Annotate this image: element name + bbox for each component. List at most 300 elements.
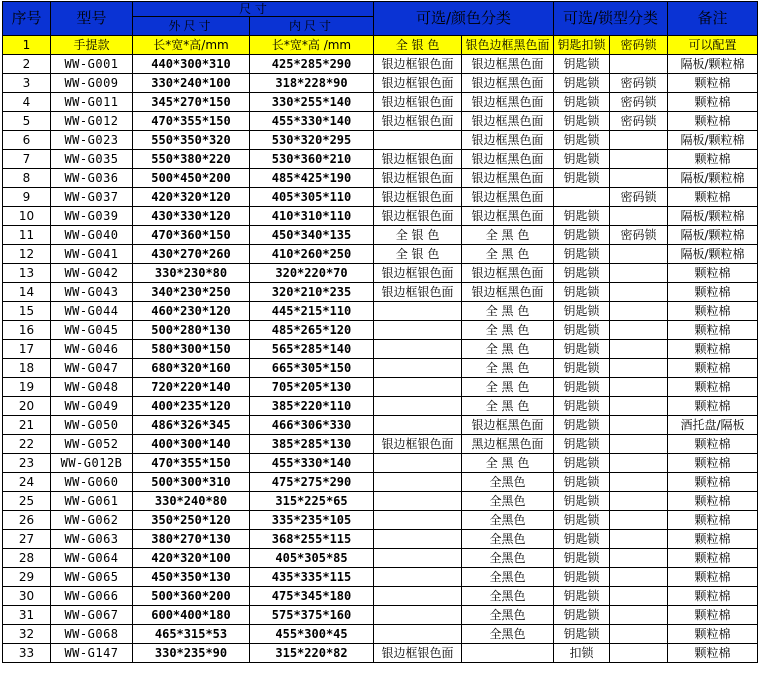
cell-lock-option-1: 钥匙锁 <box>554 131 610 150</box>
cell-color-option-1 <box>374 587 462 606</box>
cell-model: WW-G060 <box>51 473 133 492</box>
cell-model: WW-G009 <box>51 74 133 93</box>
cell-note: 颗粒棉 <box>668 492 758 511</box>
table-row <box>3 568 758 587</box>
cell-note: 颗粒棉 <box>668 321 758 340</box>
cell-color-option-2: 全黑色 <box>462 511 554 530</box>
cell-inner-size: 705*205*130 <box>250 378 374 397</box>
cell-outer-size: 430*270*260 <box>133 245 250 264</box>
cell-seq: 15 <box>3 302 51 321</box>
cell-color-option-1: 银边框银色面 <box>374 644 462 663</box>
cell-seq: 23 <box>3 454 51 473</box>
cell-model: WW-G001 <box>51 55 133 74</box>
cell-color-option-2: 银边框黑色面 <box>462 150 554 169</box>
cell-color-option-1: 银边框银色面 <box>374 55 462 74</box>
cell-lock-option-1: 钥匙锁 <box>554 587 610 606</box>
cell-outer-size: 470*355*150 <box>133 112 250 131</box>
table-row <box>3 473 758 492</box>
cell-color-option-2: 银边框黑色面 <box>462 112 554 131</box>
table-row <box>3 625 758 644</box>
cell-model: WW-G035 <box>51 150 133 169</box>
cell-color-option-2: 全 黑 色 <box>462 245 554 264</box>
cell-note: 颗粒棉 <box>668 644 758 663</box>
cell-lock-option-2 <box>610 169 668 188</box>
cell-outer-size: 420*320*120 <box>133 188 250 207</box>
cell-lock-option-2 <box>610 55 668 74</box>
cell-note: 颗粒棉 <box>668 397 758 416</box>
cell-color-option-1: 银边框银色面 <box>374 283 462 302</box>
cell-lock-option-1: 钥匙锁 <box>554 264 610 283</box>
cell-lock-option-2 <box>610 530 668 549</box>
cell-note: 颗粒棉 <box>668 112 758 131</box>
highlight-color2: 银色边框黑色面 <box>462 36 554 55</box>
cell-lock-option-1: 钥匙锁 <box>554 378 610 397</box>
cell-outer-size: 380*270*130 <box>133 530 250 549</box>
cell-inner-size: 385*220*110 <box>250 397 374 416</box>
cell-model: WW-G049 <box>51 397 133 416</box>
cell-outer-size: 400*235*120 <box>133 397 250 416</box>
cell-outer-size: 420*320*100 <box>133 549 250 568</box>
cell-outer-size: 450*350*130 <box>133 568 250 587</box>
cell-color-option-2: 全黑色 <box>462 473 554 492</box>
table-row <box>3 606 758 625</box>
table-row <box>3 397 758 416</box>
cell-lock-option-2 <box>610 321 668 340</box>
cell-lock-option-1: 钥匙锁 <box>554 169 610 188</box>
cell-color-option-2: 银边框黑色面 <box>462 74 554 93</box>
table-row <box>3 264 758 283</box>
cell-lock-option-2 <box>610 397 668 416</box>
cell-inner-size: 368*255*115 <box>250 530 374 549</box>
cell-lock-option-1: 钥匙锁 <box>554 226 610 245</box>
cell-note: 颗粒棉 <box>668 359 758 378</box>
table-row <box>3 530 758 549</box>
table-row <box>3 454 758 473</box>
cell-lock-option-2 <box>610 340 668 359</box>
cell-color-option-1 <box>374 473 462 492</box>
cell-lock-option-1: 钥匙锁 <box>554 150 610 169</box>
cell-note: 颗粒棉 <box>668 511 758 530</box>
cell-color-option-2: 银边框黑色面 <box>462 188 554 207</box>
table-row <box>3 55 758 74</box>
cell-color-option-2: 银边框黑色面 <box>462 55 554 74</box>
cell-color-option-1 <box>374 530 462 549</box>
cell-seq: 3 <box>3 74 51 93</box>
cell-color-option-2: 银边框黑色面 <box>462 131 554 150</box>
cell-seq: 17 <box>3 340 51 359</box>
cell-model: WW-G043 <box>51 283 133 302</box>
cell-lock-option-1: 钥匙锁 <box>554 112 610 131</box>
table-row <box>3 207 758 226</box>
cell-lock-option-2: 密码锁 <box>610 226 668 245</box>
cell-seq: 21 <box>3 416 51 435</box>
cell-inner-size: 410*260*250 <box>250 245 374 264</box>
cell-lock-option-2 <box>610 625 668 644</box>
cell-lock-option-1: 钥匙锁 <box>554 55 610 74</box>
cell-inner-size: 330*255*140 <box>250 93 374 112</box>
cell-note: 隔板/颗粒棉 <box>668 131 758 150</box>
cell-model: WW-G045 <box>51 321 133 340</box>
highlight-note: 可以配置 <box>668 36 758 55</box>
cell-note: 颗粒棉 <box>668 625 758 644</box>
cell-outer-size: 680*320*160 <box>133 359 250 378</box>
table-row <box>3 435 758 454</box>
cell-color-option-2: 全黑色 <box>462 549 554 568</box>
cell-seq: 26 <box>3 511 51 530</box>
cell-model: WW-G041 <box>51 245 133 264</box>
cell-inner-size: 445*215*110 <box>250 302 374 321</box>
cell-seq: 28 <box>3 549 51 568</box>
cell-model: WW-G023 <box>51 131 133 150</box>
cell-color-option-1: 银边框银色面 <box>374 207 462 226</box>
cell-lock-option-2 <box>610 207 668 226</box>
cell-inner-size: 466*306*330 <box>250 416 374 435</box>
cell-model: WW-G048 <box>51 378 133 397</box>
cell-lock-option-2 <box>610 568 668 587</box>
cell-note: 颗粒棉 <box>668 378 758 397</box>
cell-outer-size: 440*300*310 <box>133 55 250 74</box>
cell-seq: 19 <box>3 378 51 397</box>
highlight-outer: 长*宽*高/mm <box>133 36 250 55</box>
cell-seq: 31 <box>3 606 51 625</box>
cell-lock-option-2 <box>610 435 668 454</box>
highlight-row <box>3 36 758 55</box>
cell-seq: 5 <box>3 112 51 131</box>
cell-lock-option-2 <box>610 454 668 473</box>
cell-seq: 11 <box>3 226 51 245</box>
cell-color-option-1: 全 银 色 <box>374 226 462 245</box>
cell-outer-size: 330*230*80 <box>133 264 250 283</box>
cell-color-option-2: 全 黑 色 <box>462 321 554 340</box>
cell-outer-size: 500*450*200 <box>133 169 250 188</box>
cell-lock-option-2 <box>610 131 668 150</box>
cell-color-option-2: 银边框黑色面 <box>462 207 554 226</box>
table-row <box>3 302 758 321</box>
cell-seq: 8 <box>3 169 51 188</box>
cell-lock-option-2: 密码锁 <box>610 188 668 207</box>
cell-lock-option-2 <box>610 606 668 625</box>
cell-inner-size: 320*220*70 <box>250 264 374 283</box>
header-seq: 序号 <box>3 2 51 36</box>
cell-color-option-2: 全黑色 <box>462 606 554 625</box>
table-row <box>3 416 758 435</box>
table-row <box>3 188 758 207</box>
cell-seq: 27 <box>3 530 51 549</box>
cell-color-option-2: 全 黑 色 <box>462 340 554 359</box>
cell-inner-size: 475*345*180 <box>250 587 374 606</box>
cell-color-option-1: 全 银 色 <box>374 245 462 264</box>
cell-color-option-1 <box>374 454 462 473</box>
cell-color-option-1 <box>374 359 462 378</box>
cell-color-option-1 <box>374 625 462 644</box>
cell-lock-option-2: 密码锁 <box>610 93 668 112</box>
cell-color-option-1: 银边框银色面 <box>374 112 462 131</box>
cell-color-option-2: 全 黑 色 <box>462 397 554 416</box>
cell-seq: 29 <box>3 568 51 587</box>
cell-note: 隔板/颗粒棉 <box>668 245 758 264</box>
cell-outer-size: 550*380*220 <box>133 150 250 169</box>
table-row <box>3 226 758 245</box>
cell-lock-option-2: 密码锁 <box>610 74 668 93</box>
table-row <box>3 587 758 606</box>
cell-color-option-1 <box>374 568 462 587</box>
cell-lock-option-1: 钥匙锁 <box>554 74 610 93</box>
cell-lock-option-2 <box>610 245 668 264</box>
cell-inner-size: 385*285*130 <box>250 435 374 454</box>
cell-lock-option-1: 钥匙锁 <box>554 340 610 359</box>
highlight-seq: 1 <box>3 36 51 55</box>
cell-color-option-1: 银边框银色面 <box>374 169 462 188</box>
cell-outer-size: 350*250*120 <box>133 511 250 530</box>
cell-outer-size: 340*230*250 <box>133 283 250 302</box>
cell-inner-size: 315*225*65 <box>250 492 374 511</box>
cell-note: 颗粒棉 <box>668 93 758 112</box>
cell-model: WW-G065 <box>51 568 133 587</box>
header-color-options: 可选/颜色分类 <box>374 2 554 36</box>
cell-lock-option-2 <box>610 378 668 397</box>
cell-note: 颗粒棉 <box>668 530 758 549</box>
table-row <box>3 340 758 359</box>
cell-inner-size: 318*228*90 <box>250 74 374 93</box>
cell-model: WW-G036 <box>51 169 133 188</box>
cell-color-option-2: 银边框黑色面 <box>462 169 554 188</box>
cell-note: 颗粒棉 <box>668 435 758 454</box>
cell-lock-option-1: 钥匙锁 <box>554 93 610 112</box>
cell-color-option-2: 银边框黑色面 <box>462 416 554 435</box>
cell-color-option-2: 全 黑 色 <box>462 302 554 321</box>
cell-lock-option-1: 钥匙锁 <box>554 359 610 378</box>
cell-lock-option-2 <box>610 283 668 302</box>
cell-seq: 33 <box>3 644 51 663</box>
header-inner-size: 内尺寸 <box>250 17 374 36</box>
table-row <box>3 74 758 93</box>
cell-inner-size: 485*425*190 <box>250 169 374 188</box>
cell-model: WW-G047 <box>51 359 133 378</box>
cell-lock-option-1: 钥匙锁 <box>554 416 610 435</box>
cell-color-option-1 <box>374 378 462 397</box>
cell-note: 颗粒棉 <box>668 549 758 568</box>
cell-seq: 10 <box>3 207 51 226</box>
cell-color-option-2: 全黑色 <box>462 492 554 511</box>
cell-lock-option-1: 钥匙锁 <box>554 625 610 644</box>
cell-lock-option-2 <box>610 264 668 283</box>
cell-outer-size: 486*326*345 <box>133 416 250 435</box>
cell-lock-option-1: 钥匙锁 <box>554 549 610 568</box>
cell-lock-option-2 <box>610 587 668 606</box>
cell-model: WW-G063 <box>51 530 133 549</box>
cell-seq: 18 <box>3 359 51 378</box>
cell-lock-option-2 <box>610 416 668 435</box>
table-row <box>3 150 758 169</box>
cell-color-option-2 <box>462 644 554 663</box>
cell-lock-option-2 <box>610 359 668 378</box>
cell-note: 酒托盘/隔板 <box>668 416 758 435</box>
cell-outer-size: 580*300*150 <box>133 340 250 359</box>
cell-model: WW-G044 <box>51 302 133 321</box>
cell-color-option-2: 全 黑 色 <box>462 359 554 378</box>
cell-color-option-2: 全黑色 <box>462 568 554 587</box>
cell-seq: 6 <box>3 131 51 150</box>
cell-lock-option-1: 钥匙锁 <box>554 302 610 321</box>
cell-seq: 20 <box>3 397 51 416</box>
cell-color-option-1: 银边框银色面 <box>374 150 462 169</box>
cell-lock-option-2: 密码锁 <box>610 112 668 131</box>
cell-color-option-2: 全黑色 <box>462 530 554 549</box>
cell-outer-size: 470*360*150 <box>133 226 250 245</box>
cell-inner-size: 425*285*290 <box>250 55 374 74</box>
header-model: 型号 <box>51 2 133 36</box>
cell-seq: 16 <box>3 321 51 340</box>
cell-note: 隔板/颗粒棉 <box>668 169 758 188</box>
cell-inner-size: 575*375*160 <box>250 606 374 625</box>
cell-lock-option-1 <box>554 188 610 207</box>
cell-seq: 13 <box>3 264 51 283</box>
cell-lock-option-1: 钥匙锁 <box>554 321 610 340</box>
cell-outer-size: 500*300*310 <box>133 473 250 492</box>
cell-color-option-2: 银边框黑色面 <box>462 93 554 112</box>
cell-outer-size: 330*240*80 <box>133 492 250 511</box>
cell-note: 颗粒棉 <box>668 606 758 625</box>
cell-color-option-1: 银边框银色面 <box>374 264 462 283</box>
cell-outer-size: 330*240*100 <box>133 74 250 93</box>
cell-model: WW-G039 <box>51 207 133 226</box>
cell-lock-option-1: 钥匙锁 <box>554 492 610 511</box>
product-spec-table <box>2 1 758 663</box>
table-row <box>3 549 758 568</box>
cell-color-option-1 <box>374 416 462 435</box>
cell-color-option-1 <box>374 606 462 625</box>
cell-model: WW-G147 <box>51 644 133 663</box>
cell-inner-size: 435*335*115 <box>250 568 374 587</box>
cell-lock-option-1: 钥匙锁 <box>554 245 610 264</box>
cell-seq: 9 <box>3 188 51 207</box>
table-row <box>3 283 758 302</box>
cell-lock-option-1: 钥匙锁 <box>554 435 610 454</box>
cell-color-option-1 <box>374 549 462 568</box>
cell-model: WW-G046 <box>51 340 133 359</box>
cell-seq: 2 <box>3 55 51 74</box>
table-row <box>3 321 758 340</box>
cell-inner-size: 455*330*140 <box>250 112 374 131</box>
cell-lock-option-1: 钥匙锁 <box>554 283 610 302</box>
cell-color-option-2: 银边框黑色面 <box>462 283 554 302</box>
cell-color-option-1 <box>374 340 462 359</box>
header-note: 备注 <box>668 2 758 36</box>
cell-lock-option-1: 钥匙锁 <box>554 473 610 492</box>
cell-inner-size: 565*285*140 <box>250 340 374 359</box>
table-row <box>3 131 758 150</box>
cell-lock-option-2 <box>610 473 668 492</box>
cell-inner-size: 320*210*235 <box>250 283 374 302</box>
cell-color-option-1 <box>374 321 462 340</box>
cell-note: 颗粒棉 <box>668 283 758 302</box>
cell-model: WW-G040 <box>51 226 133 245</box>
cell-lock-option-2 <box>610 492 668 511</box>
table-row <box>3 93 758 112</box>
header-size: 尺 寸 <box>133 2 374 17</box>
cell-note: 颗粒棉 <box>668 302 758 321</box>
cell-lock-option-1: 钥匙锁 <box>554 397 610 416</box>
cell-color-option-1: 银边框银色面 <box>374 93 462 112</box>
cell-seq: 4 <box>3 93 51 112</box>
highlight-inner: 长*宽*高 /mm <box>250 36 374 55</box>
cell-inner-size: 335*235*105 <box>250 511 374 530</box>
table-row <box>3 492 758 511</box>
cell-model: WW-G052 <box>51 435 133 454</box>
cell-model: WW-G011 <box>51 93 133 112</box>
cell-note: 颗粒棉 <box>668 473 758 492</box>
cell-color-option-1: 银边框银色面 <box>374 74 462 93</box>
table-row <box>3 644 758 663</box>
cell-outer-size: 465*315*53 <box>133 625 250 644</box>
cell-outer-size: 460*230*120 <box>133 302 250 321</box>
cell-model: WW-G068 <box>51 625 133 644</box>
cell-outer-size: 600*400*180 <box>133 606 250 625</box>
cell-color-option-1 <box>374 511 462 530</box>
cell-color-option-2: 全 黑 色 <box>462 226 554 245</box>
header-lock-options: 可选/锁型分类 <box>554 2 668 36</box>
cell-inner-size: 455*300*45 <box>250 625 374 644</box>
cell-color-option-2: 银边框黑色面 <box>462 264 554 283</box>
cell-inner-size: 405*305*85 <box>250 549 374 568</box>
cell-outer-size: 430*330*120 <box>133 207 250 226</box>
cell-lock-option-2 <box>610 511 668 530</box>
cell-color-option-1 <box>374 492 462 511</box>
cell-color-option-2: 全 黑 色 <box>462 454 554 473</box>
highlight-color1: 全 银 色 <box>374 36 462 55</box>
cell-model: WW-G061 <box>51 492 133 511</box>
cell-lock-option-1: 钥匙锁 <box>554 606 610 625</box>
cell-seq: 25 <box>3 492 51 511</box>
cell-outer-size: 720*220*140 <box>133 378 250 397</box>
cell-outer-size: 400*300*140 <box>133 435 250 454</box>
highlight-lock2: 密码锁 <box>610 36 668 55</box>
cell-lock-option-1: 扣锁 <box>554 644 610 663</box>
cell-lock-option-2 <box>610 302 668 321</box>
cell-color-option-1 <box>374 131 462 150</box>
highlight-lock1: 钥匙扣锁 <box>554 36 610 55</box>
cell-inner-size: 450*340*135 <box>250 226 374 245</box>
cell-note: 颗粒棉 <box>668 188 758 207</box>
cell-inner-size: 405*305*110 <box>250 188 374 207</box>
cell-model: WW-G012B <box>51 454 133 473</box>
cell-model: WW-G064 <box>51 549 133 568</box>
cell-lock-option-1: 钥匙锁 <box>554 454 610 473</box>
cell-outer-size: 345*270*150 <box>133 93 250 112</box>
cell-seq: 22 <box>3 435 51 454</box>
cell-note: 颗粒棉 <box>668 150 758 169</box>
table-row <box>3 245 758 264</box>
cell-model: WW-G037 <box>51 188 133 207</box>
cell-note: 颗粒棉 <box>668 587 758 606</box>
cell-model: WW-G067 <box>51 606 133 625</box>
cell-color-option-1 <box>374 302 462 321</box>
cell-lock-option-1: 钥匙锁 <box>554 568 610 587</box>
cell-color-option-2: 全黑色 <box>462 625 554 644</box>
cell-lock-option-2 <box>610 150 668 169</box>
cell-note: 隔板/颗粒棉 <box>668 55 758 74</box>
cell-outer-size: 470*355*150 <box>133 454 250 473</box>
cell-model: WW-G066 <box>51 587 133 606</box>
header-outer-size: 外尺寸 <box>133 17 250 36</box>
table-row <box>3 378 758 397</box>
cell-inner-size: 410*310*110 <box>250 207 374 226</box>
cell-lock-option-2 <box>610 644 668 663</box>
cell-color-option-2: 全黑色 <box>462 587 554 606</box>
cell-inner-size: 485*265*120 <box>250 321 374 340</box>
cell-inner-size: 315*220*82 <box>250 644 374 663</box>
cell-outer-size: 500*280*130 <box>133 321 250 340</box>
